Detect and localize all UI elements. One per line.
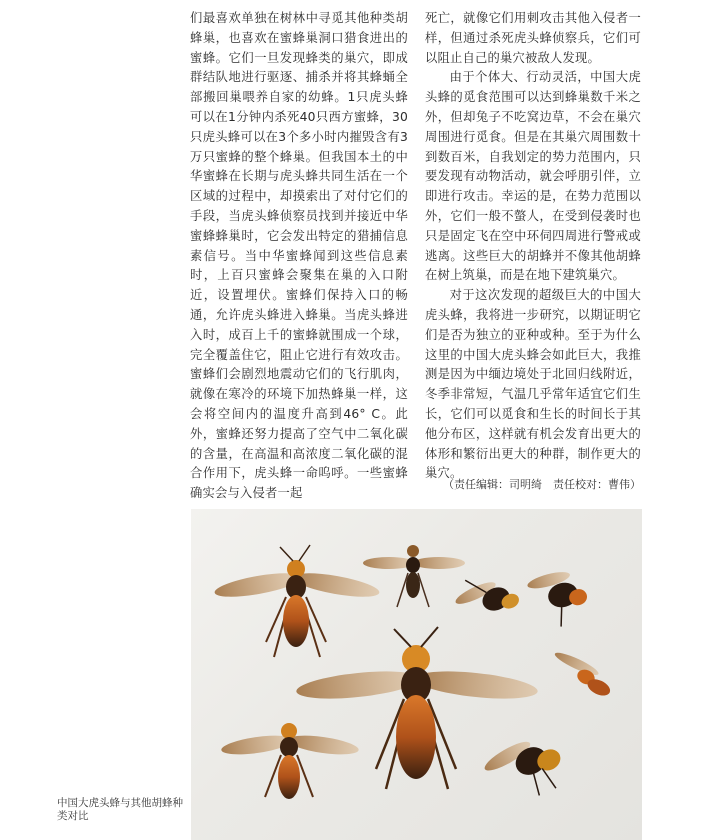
- right-paragraph-3: 对于这次发现的超级巨大的中国大虎头蜂，我将进一步研究，以期证明它们是否为独立的亚种或种。至于为什么这里的中国大虎头蜂会如此巨大，我推测是因为中缅边境处于北回归线附近，冬季非常短，气温几乎常年适宜它们生长，它们可以觅食和生长的时间长于其他分布区，这样就有机会发育出更大的体形和繁衍出更大的种群，制作更大的巢穴。: [425, 288, 641, 481]
- article-right-column: [425, 9, 641, 484]
- left-paragraph: 们最喜欢单独在树林中寻觅其他种类胡蜂巢，也喜欢在蜜蜂巢洞口猎食进出的蜜蜂。它们一旦发现蜂类的巢穴，即成群结队地进行驱逐、捕杀并将其蜂蛹全部搬回巢喂养自家的幼蜂。1只虎头蜂可以在1分钟内杀死40只西方蜜蜂，30只虎头蜂可以在3个多小时内摧毁含有3万只蜜蜂的整个蜂巢。但我国本土的中华蜜蜂在长期与虎头蜂共同生活在一个区域的过程中，却摸索出了对付它们的手段，当虎头蜂侦察员找到并接近中华蜜蜂蜂巢时，它会发出特定的猎捕信息素信号。当中华蜜蜂闻到这些信息素时，上百只蜜蜂会聚集在巢的入口附近，设置埋伏。蜜蜂们保持入口的畅通，允许虎头蜂进入蜂巢。当虎头蜂进入时，成百上千的蜜蜂就围成一个球，完全覆盖住它，阻止它进行有效攻击。蜜蜂们会剧烈地震动它们的飞行肌肉，就像在寒冷的环境下加热蜂巢一样，这会将空间内的温度升高到46° C。此外，蜜蜂还努力提高了空气中二氧化碳的含量，在高温和高浓度二氧化碳的混合作用下，虎头蜂一命呜呼。一些蜜蜂确实会与入侵者一起: [190, 11, 408, 501]
- specimen-illustration: [191, 509, 642, 840]
- right-paragraph-2: 由于个体大、行动灵活，中国大虎头蜂的觅食范围可以达到蜂巢数千米之外，但却兔子不吃窝边草，不会在巢穴周围进行觅食。但是在其巢穴周围数十到数百米，自我划定的势力范围内，只要发现有动物活动，就会呼朋引伴，立即进行攻击。幸运的是，在势力范围以外，它们一般不螫人，在受到侵袭时也只是固定飞在空中环伺四周进行警戒或逃离。这些巨大的胡蜂并不像其他胡蜂在树上筑巢，而是在地下建筑巢穴。: [425, 70, 641, 283]
- article-left-column: [190, 9, 408, 504]
- hornet-specimen-photo: [191, 509, 642, 840]
- hornet-specimen-1: [213, 545, 381, 657]
- hornet-specimen-3: [449, 563, 521, 629]
- hornet-specimen-2: [363, 545, 465, 607]
- hornet-specimen-8: [481, 727, 573, 814]
- hornet-specimen-4: [526, 566, 593, 632]
- editor-credit: （责任编辑：司明绮 责任校对：曹伟）: [443, 478, 641, 491]
- figure-caption: 中国大虎头蜂与其他胡蜂种类对比: [57, 797, 183, 822]
- hornet-specimen-6: [547, 649, 617, 699]
- right-paragraph-1: 死亡，就像它们用刺攻击其他入侵者一样，但通过杀死虎头蜂侦察兵，它们可以阻止自己的巢穴被敌人发现。: [425, 11, 641, 65]
- hornet-specimen-7: [220, 723, 360, 799]
